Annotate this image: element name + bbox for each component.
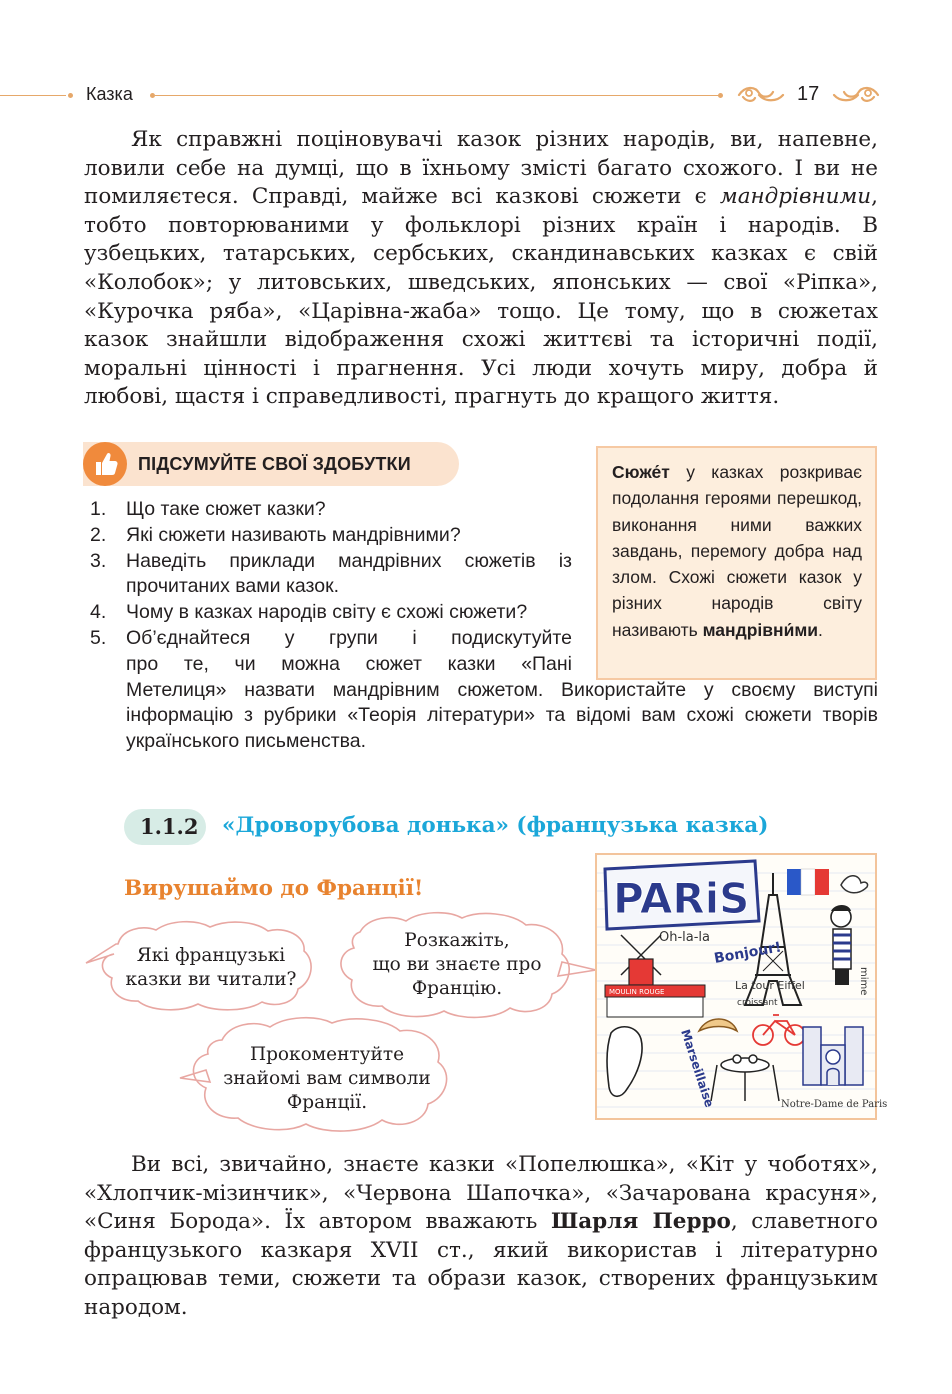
paris-illustration bbox=[595, 853, 888, 1120]
question-number: 4. bbox=[90, 601, 107, 624]
question-number: 5. bbox=[90, 626, 107, 649]
intro-text-2: , тобто повторюваними у фольклорі різних країн і народів. В узбецьких, татарських, сербських, скандинавських казках є свій «Колобок»; у литовських, шведських, японських — свої «Ріпка», «Курочка ряба», «Царівна-жаба» тощо. Це тому, що в сюжетах казок знайшли відображення схожі життєві та історичні події, моральні цінності і прагнення. Усі люди хочуть миру, добра й любові, щастя і справедливості, прагнуть до кращого життя. bbox=[84, 184, 878, 410]
closing-text-2: , славетного французького казкаря XVII ст., який використав і літературно опрацював теми, сюжети та образи казок, створених французьким народом. bbox=[84, 1209, 878, 1320]
cafe-table-icon bbox=[711, 1055, 779, 1101]
definition-end: . bbox=[818, 619, 823, 640]
intro-italic-term: мандрівними bbox=[719, 184, 872, 210]
bubble-text-3 bbox=[210, 1043, 444, 1115]
tour-eiffel-text: La tour Eiffel bbox=[735, 979, 805, 992]
question-text: Які сюжети називають мандрівними? bbox=[126, 523, 461, 546]
question-number: 1. bbox=[90, 498, 107, 520]
question-text-line1: Об’єднайтеся у групи і подискутуйте bbox=[126, 626, 572, 649]
definition-bold-term: мандрівни́ми bbox=[702, 619, 819, 640]
closing-text-1: Ви всі, звичайно, знаєте казки «Попелюшка», «Кіт у чоботях», «Хлопчик-мізинчик», «Червона Шапочка», «Зачарована красуня», «Синя Борода». Їх автором вважають bbox=[84, 1152, 878, 1235]
pigeon-icon bbox=[841, 876, 868, 893]
trip-heading: Вирушаймо до Франції! bbox=[124, 876, 424, 901]
bubble-1-line1: Які французькі bbox=[136, 945, 286, 966]
french-flag-icon bbox=[787, 869, 829, 895]
question-text: Що таке сюжет казки? bbox=[126, 498, 326, 520]
marseillaise-text: Marseillaise bbox=[678, 1027, 717, 1110]
bicycle-icon bbox=[753, 1015, 805, 1045]
bubble-2-line1: Розкажіть, bbox=[404, 930, 510, 951]
croissant-text: croissant bbox=[737, 998, 778, 1008]
page-number: 17 bbox=[797, 83, 820, 105]
bubble-3-line3: Франції. bbox=[286, 1092, 368, 1113]
bubble-text-2 bbox=[352, 929, 562, 1001]
mime-figure-icon bbox=[831, 905, 851, 985]
ohlala-text: Oh-la-la bbox=[659, 930, 711, 945]
author-name: Шарля Перро bbox=[550, 1209, 731, 1235]
notre-dame-text: Notre-Dame de Paris bbox=[781, 1099, 888, 1110]
question-text: Чому в казках народів світу є схожі сюжети? bbox=[126, 601, 528, 624]
mime-label: mime bbox=[858, 967, 869, 996]
notre-dame-icon bbox=[803, 1027, 863, 1085]
question-number: 2. bbox=[90, 523, 107, 546]
bubble-3-line2: знайомі вам символи bbox=[223, 1068, 431, 1089]
croissant-icon bbox=[699, 1019, 737, 1031]
paris-word: PARiS bbox=[613, 874, 750, 923]
moulin-rouge-sign: MOULIN ROUGE bbox=[609, 988, 665, 996]
intro-text-1: Як справжні поціновувачі казок різних народів, ви, напевне, ловили себе на думці, що в їхньому змісті багато схожого. І ви не помиляєтеся. Справді, майже всі казкові сюжети є bbox=[84, 127, 878, 210]
question-number: 3. bbox=[90, 549, 107, 572]
summary-title: ПІДСУМУЙТЕ СВОЇ ЗДОБУТКИ bbox=[138, 454, 411, 474]
bubble-3-line1: Прокоментуйте bbox=[249, 1044, 405, 1065]
question-text-rest: Метелиця» назвати мандрівним сюжетом. Використайте у своєму виступі інформацію з рубрики «Теорія літератури» та відомі вам схожі сюжети творів українського письменства. bbox=[126, 678, 878, 753]
paris-sign bbox=[605, 861, 759, 929]
question-text-line2: про те, чи можна сюжет казки «Пані bbox=[126, 652, 572, 675]
bubble-2-line2: що ви знаєте про bbox=[372, 954, 542, 975]
definition-term: Сюже́т bbox=[612, 462, 670, 482]
moulin-rouge-icon bbox=[605, 935, 705, 1017]
question-text: Наведіть приклади мандрівних сюжетів із прочитаних вами казок. bbox=[126, 549, 572, 598]
bubble-2-line3: Францію. bbox=[411, 978, 503, 999]
definition-body: у казках розкриває подолання героями перешкод, виконання ними важких завдань, перемогу добра над злом. Схожі сюжети казок у різних народів світу називають bbox=[612, 462, 862, 640]
header-section-title: Казка bbox=[86, 84, 133, 104]
bubble-text-1 bbox=[116, 944, 306, 992]
section-number: 1.1.2 bbox=[140, 814, 199, 839]
section-title: «Дроворубова донька» (французька казка) bbox=[222, 813, 769, 838]
bubble-1-line2: казки ви читали? bbox=[125, 969, 297, 990]
bonjour-text: Bonjour! bbox=[712, 939, 783, 967]
gargoyle-icon bbox=[607, 1027, 642, 1097]
paris-doodle bbox=[597, 855, 888, 1118]
closing-paragraph bbox=[84, 1151, 878, 1323]
